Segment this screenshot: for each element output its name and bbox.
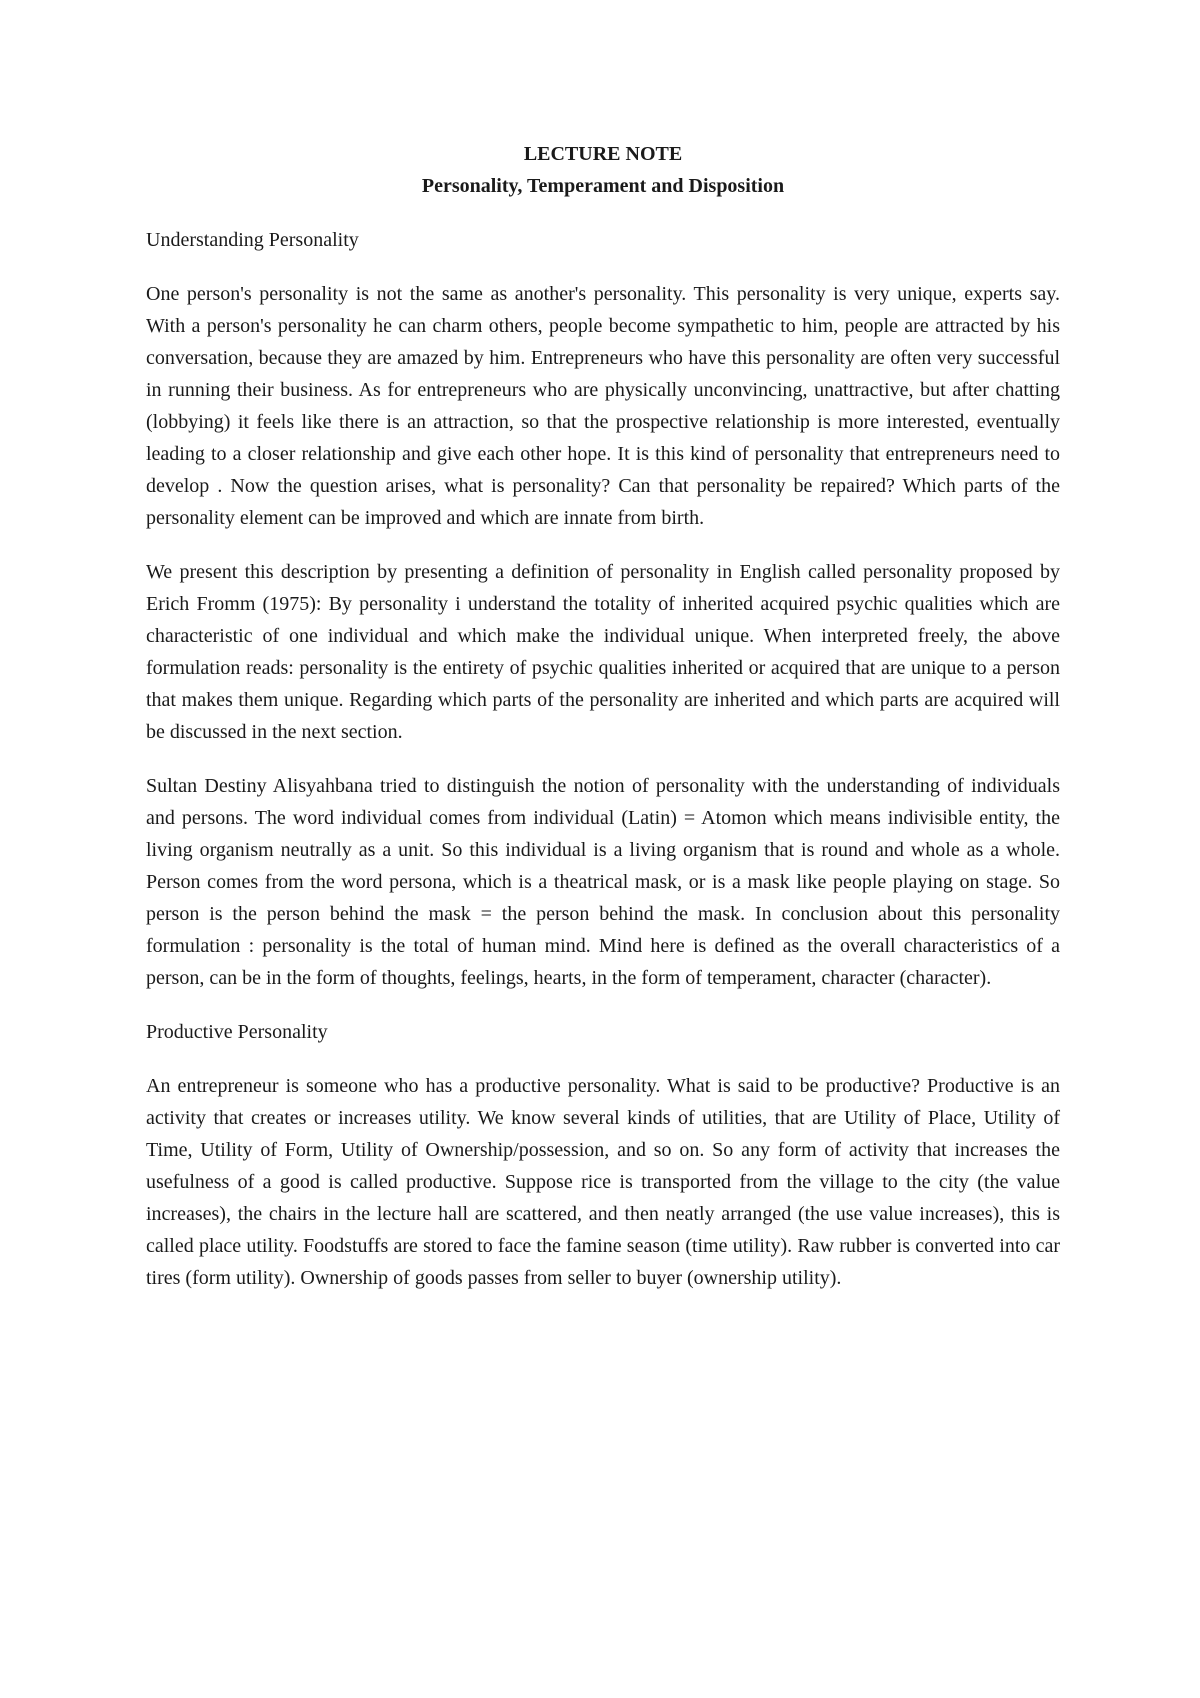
paragraph: An entrepreneur is someone who has a productive personality. What is said to be productive? Productive is an activity that creates or increases utility. We know several kinds of utilities, that are Utility of Place, Utility of Time, Utility of Form, Utility of Ownership/possession, and so on. So any form of activity that increases the usefulness of a good is called productive. Suppose rice is transported from the village to the city (the value increases), the chairs in the lecture hall are scattered, and then neatly arranged (the use value increases), this is called place utility. Foodstuffs are stored to face the famine season (time utility). Raw rubber is converted into car tires (form utility). Ownership of goods passes from seller to buyer (ownership utility). bbox=[146, 1075, 1060, 1289]
paragraph: Sultan Destiny Alisyahbana tried to distinguish the notion of personality with the understanding of individuals and persons. The word individual comes from individual (Latin) = Atomon which means indivisible entity, the living organism neutrally as a unit. So this individual is a living organism that is round and whole as a whole. Person comes from the word persona, which is a theatrical mask, or is a mask like people playing on stage. So person is the person behind the mask = the person behind the mask. In conclusion about this personality formulation : personality is the total of human mind. Mind here is defined as the overall characteristics of a person, can be in the form of thoughts, feelings, hearts, in the form of temperament, character (character). bbox=[146, 775, 1060, 989]
document-page bbox=[146, 138, 1060, 1316]
section-heading-understanding-personality: Understanding Personality bbox=[146, 229, 359, 251]
paragraph: One person's personality is not the same as another's personality. This personality is very unique, experts say. With a person's personality he can charm others, people become sympathetic to him, people are attracted by his conversation, because they are amazed by him. Entrepreneurs who have this personality are often very successful in running their business. As for entrepreneurs who are physically unconvincing, unattractive, but after chatting (lobbying) it feels like there is an attraction, so that the prospective relationship is more interested, eventually leading to a closer relationship and give each other hope. It is this kind of personality that entrepreneurs need to develop . Now the question arises, what is personality? Can that personality be repaired? Which parts of the personality element can be improved and which are innate from birth. bbox=[146, 283, 1060, 529]
section-heading-productive-personality: Productive Personality bbox=[146, 1021, 328, 1043]
paragraph: We present this description by presenting a definition of personality in English called personality proposed by Erich Fromm (1975): By personality i understand the totality of inherited acquired psychic qualities which are characteristic of one individual and which make the individual unique. When interpreted freely, the above formulation reads: personality is the entirety of psychic qualities inherited or acquired that are unique to a person that makes them unique. Regarding which parts of the personality are inherited and which parts are acquired will be discussed in the next section. bbox=[146, 561, 1060, 743]
document-subtitle: Personality, Temperament and Disposition bbox=[421, 175, 785, 197]
document-title: LECTURE NOTE bbox=[523, 143, 683, 165]
